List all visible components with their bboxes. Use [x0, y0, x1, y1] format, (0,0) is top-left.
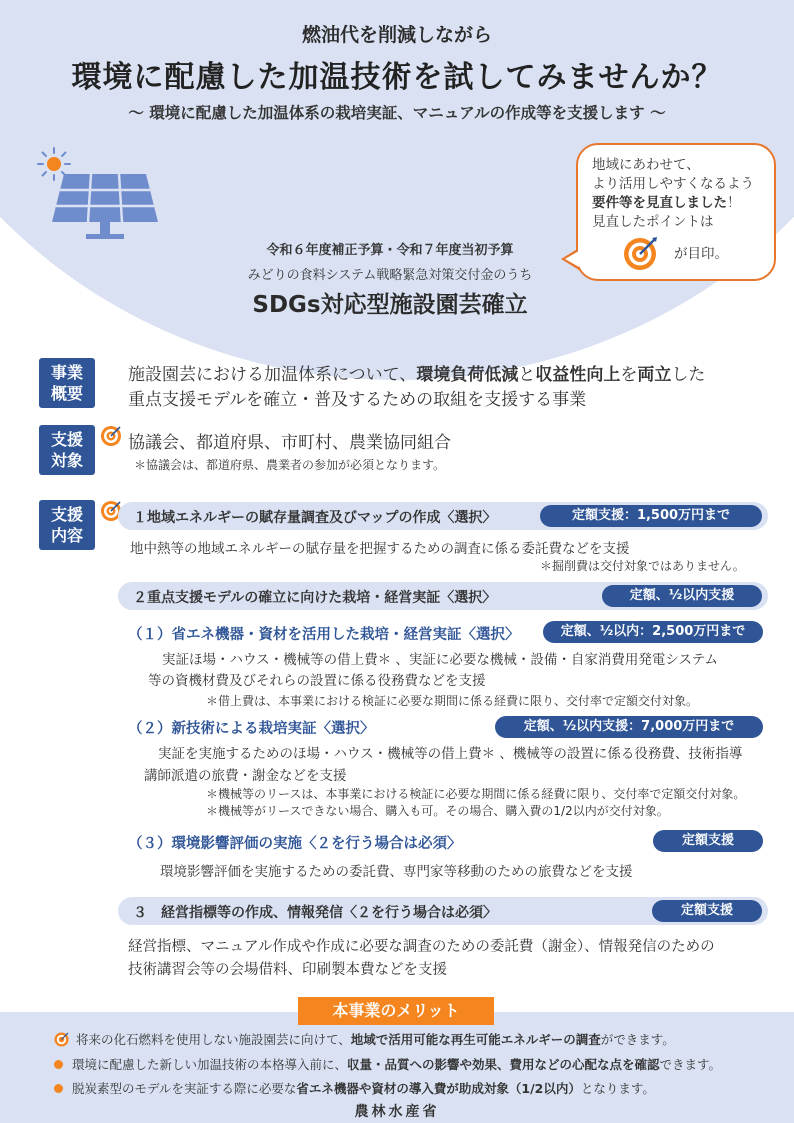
bubble-line: 地域にあわせて、	[592, 157, 700, 173]
emphasis: 収量・品質への影響や効果、費用などの心配な点を確認	[347, 1057, 660, 1072]
label-text: 概要	[50, 384, 83, 403]
text-span: 将来の化石燃料を使用しない施設園芸に向けて、	[76, 1032, 351, 1047]
support-label	[39, 500, 95, 550]
label-text: 内容	[50, 526, 83, 545]
headline-title: 環境に配慮した加温技術を試してみませんか？	[71, 60, 723, 95]
program-title: SDGs対応型施設園芸確立	[252, 292, 528, 318]
support-item-1-desc: 地中熱等の地域エネルギーの賦存量を把握するための調査に係る委託費などを支援	[130, 541, 630, 557]
target-icon	[622, 236, 658, 272]
support-sub-1-title: （１）省エネ機器・資材を活用した栽培・経営実証〈選択〉	[128, 627, 520, 643]
text-span: ができます。	[600, 1032, 675, 1047]
headline-tagline: ～ 環境に配慮した加温体系の栽培実証、マニュアルの作成等を支援します ～	[128, 104, 666, 122]
support-sub-1-note: ＊借上費は、本事業における検証に必要な期間に係る経費に限り、交付率で定額交付対象。	[206, 694, 699, 708]
bubble-mark: ！	[727, 195, 741, 211]
budget-year: 令和６年度補正予算・令和７年度当初予算	[266, 243, 514, 258]
merit-item-2	[54, 1055, 721, 1073]
text-span: となります。	[580, 1081, 655, 1096]
headline-subtitle: 燃油代を削減しながら	[301, 24, 492, 46]
support-sub-3-title: （３）環境影響評価の実施〈２を行う場合は必須〉	[128, 836, 462, 852]
support-item-1-badge: 定額支援：1,500万円まで	[540, 505, 762, 527]
support-item-3-bar	[118, 897, 768, 925]
bullet-dot	[54, 1084, 63, 1093]
support-item-1-bar	[118, 502, 768, 530]
support-sub-1-desc-1: 実証ほ場・ハウス・機械等の借上費＊ 、実証に必要な機械・設備・自家消費用発電システム	[162, 652, 719, 668]
text-span: した	[671, 365, 706, 385]
label-text: 支援	[50, 505, 83, 524]
emphasis: 地域で活用可能な再生可能エネルギーの調査	[350, 1032, 601, 1047]
support-sub-2-note-1: ＊機械等のリースは、本事業における検証に必要な期間に係る経費に限り、交付率で定額交付対象。	[206, 787, 746, 801]
label-text: 対象	[50, 451, 83, 470]
merit-item-3	[54, 1079, 655, 1097]
target-text: 協議会、都道府県、市町村、農業協同組合	[128, 433, 451, 453]
support-sub-3-badge: 定額支援	[653, 830, 763, 852]
support-sub-2-badge: 定額、½以内支援：7,000万円まで	[495, 716, 763, 738]
text-span: と	[518, 365, 536, 385]
support-item-3-title: ３ 経営指標等の作成、情報発信〈２を行う場合は必須〉	[133, 905, 497, 921]
bubble-bold: 要件等を見直しました	[592, 195, 727, 211]
support-sub-1-desc-2: 等の資機材費及びそれらの設置に係る役務費などを支援	[148, 673, 486, 689]
support-item-2-bar	[118, 582, 768, 610]
support-item-2-badge: 定額、½以内支援	[602, 585, 762, 607]
merit-heading: 本事業のメリット	[298, 997, 494, 1025]
support-item-2-title: ２重点支援モデルの確立に向けた栽培・経営実証〈選択〉	[133, 590, 497, 606]
target-label	[39, 425, 95, 475]
support-sub-2-desc-1: 実証を実施するためのほ場・ハウス・機械等の借上費＊ 、機械等の設置に係る役務費、技術指導	[158, 746, 743, 762]
revision-bubble	[576, 143, 776, 281]
target-note: ＊協議会は、都道府県、農業者の参加が必須となります。	[134, 458, 446, 472]
label-text: 事業	[50, 363, 83, 382]
solar-panel-icon	[50, 170, 160, 245]
bubble-line: が目印。	[674, 245, 728, 262]
text-span: 施設園芸における加温体系について、	[128, 365, 417, 385]
emphasis: 収益性向上	[535, 365, 621, 385]
target-icon	[100, 425, 122, 447]
support-item-1-title: １地域エネルギーの賦存量調査及びマップの作成〈選択〉	[133, 510, 497, 526]
support-sub-3-desc: 環境影響評価を実施するための委託費、専門家等移動のための旅費などを支援	[160, 864, 633, 880]
support-item-3-desc-2: 技術講習会等の会場借料、印刷製本費などを支援	[128, 962, 447, 978]
support-sub-2-title: （２）新技術による栽培実証〈選択〉	[128, 721, 375, 737]
overview-line-1	[128, 360, 705, 385]
bullet-dot	[54, 1060, 63, 1069]
program-name: みどりの食料システム戦略緊急対策交付金のうち	[247, 268, 533, 283]
label-text: 支援	[50, 430, 83, 449]
support-item-1-note: ＊掘削費は交付対象ではありません。	[540, 559, 745, 573]
emphasis: 省エネ機器や資材の導入費が助成対象（1/2以内）	[296, 1081, 581, 1096]
support-sub-2-desc-2: 講師派遣の旅費・謝金などを支援	[144, 768, 347, 784]
emphasis: 環境負荷低減	[416, 365, 519, 385]
ministry-name: 農林水産省	[354, 1104, 440, 1120]
support-sub-2-note-2: ＊機械等がリースできない場合、購入も可。その場合、購入費の1/2以内が交付対象。	[206, 804, 669, 818]
support-item-3-badge: 定額支援	[652, 900, 762, 922]
text-span: できます。	[659, 1057, 722, 1072]
bubble-line: より活用しやすくなるよう	[592, 176, 754, 192]
overview-line-2: 重点支援モデルを確立・普及するための取組を支援する事業	[128, 390, 587, 410]
text-span: 脱炭素型のモデルを実証する際に必要な	[72, 1081, 297, 1096]
support-item-3-desc-1: 経営指標、マニュアル作成や作成に必要な調査のための委託費（謝金）、情報発信のための	[128, 939, 715, 955]
merit-item-1	[54, 1030, 675, 1048]
bubble-line: 見直したポイントは	[592, 214, 714, 230]
target-icon	[54, 1032, 69, 1047]
emphasis: 両立	[637, 365, 672, 385]
text-span: 環境に配慮した新しい加温技術の本格導入前に、	[72, 1057, 348, 1072]
overview-label	[39, 358, 95, 408]
text-span: を	[620, 365, 638, 385]
support-sub-1-badge: 定額、½以内：2,500万円まで	[543, 621, 763, 643]
